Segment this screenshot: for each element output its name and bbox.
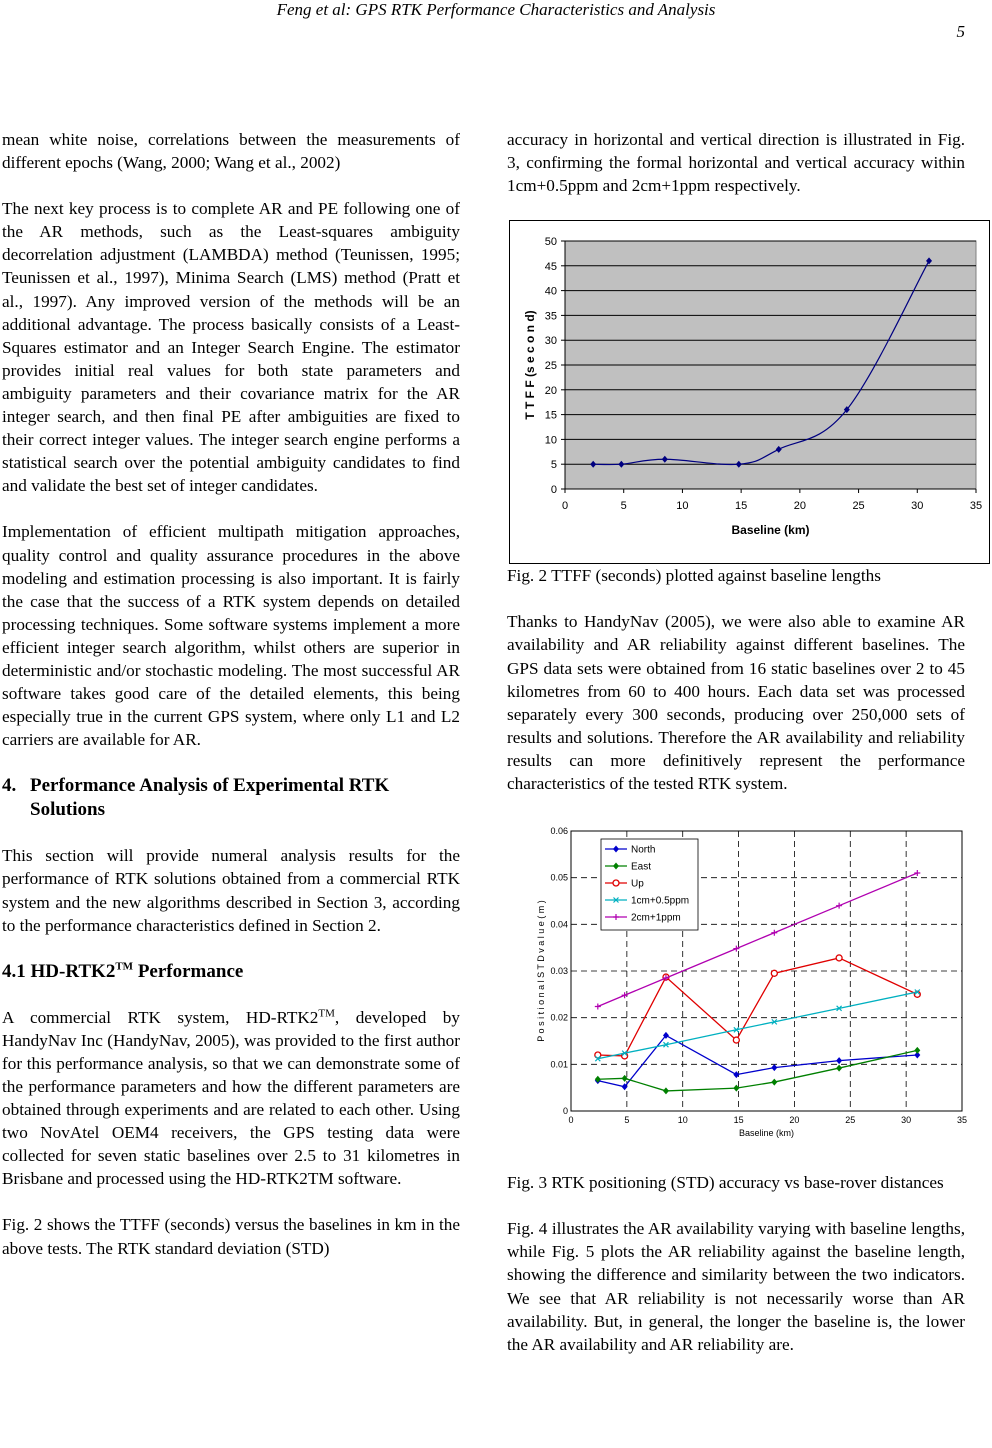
subsection-title-tail: Performance xyxy=(133,960,244,982)
y-axis-label: T T F F (s e c o n d) xyxy=(523,310,537,420)
y-tick-label: 0.04 xyxy=(550,919,568,930)
y-tick-label: 0.03 xyxy=(550,966,568,977)
paragraph: Thanks to HandyNav (2005), we were also able to examine AR availability and AR reliability against different baselines. The GPS data sets were obtained from 16 static baselines over 2 to 45 kilometres from 60 to 400 hours. Each data set was processed separately every 300 seconds, producing over 250,000 sets of results and solutions. Therefore the AR availability and reliability results can more definitively represent the performance characteristics of the tested RTK system. xyxy=(507,612,965,794)
figure-2-frame xyxy=(509,220,990,564)
paragraph: Fig. 2 shows the TTFF (seconds) versus the baselines in km in the above tests. The RTK standard deviation (STD) xyxy=(2,1215,460,1258)
section-heading xyxy=(2,774,460,822)
paragraph: accuracy in horizontal and vertical direction is illustrated in Fig. 3, confirming the formal horizontal and vertical accuracy within 1cm+0.5ppm and 2cm+1ppm respectively. xyxy=(507,130,965,196)
y-tick-label: 15 xyxy=(544,409,557,422)
subsection-title: 4.1 HD-RTK2 xyxy=(2,960,116,982)
x-tick-label: 30 xyxy=(901,1115,912,1126)
paragraph: Fig. 4 illustrates the AR availability varying with baseline lengths, while Fig. 5 plots the AR reliability against the baseline length, showing the difference and similarity between the two indicators. We see that AR reliability is not necessarily worse than AR availability. But, in general, the longer the baseline is, the lower the AR availability and AR reliability are. xyxy=(507,1219,965,1354)
y-tick-label: 25 xyxy=(544,360,557,373)
left-column xyxy=(2,128,460,1283)
y-tick-label: 45 xyxy=(544,261,557,274)
paragraph: Implementation of efficient multipath mitigation approaches, quality control and quality assurance procedures in the above modeling and estimation processing is also important. It is fairly the case that the success of a RTK system depends on detailed processing techniques. Some software systems implement a more efficient integer search algorithm, whilst others are superior in deterministic and/or stochastic modeling. The most successful AR software takes good care of the detailed elements, this being especially true in the current GPS system, where only L1 and L2 carriers are available for AR. xyxy=(2,522,460,750)
x-tick-label: 35 xyxy=(969,500,983,513)
data-point xyxy=(733,1037,739,1043)
section-title: Performance Analysis of Experimental RTK Solutions xyxy=(30,775,390,821)
data-point xyxy=(836,955,842,961)
y-tick-label: 0.05 xyxy=(550,872,568,883)
x-tick-label: 10 xyxy=(677,1115,688,1126)
paragraph: mean white noise, correlations between the measurements of different epochs (Wang, 2000; Wang et al., 2002) xyxy=(2,130,460,173)
legend-label: Up xyxy=(631,878,644,890)
x-tick-label: 10 xyxy=(676,500,689,513)
std-accuracy-chart xyxy=(507,821,967,1161)
figure-3-box xyxy=(507,821,965,1161)
figure-3-caption: Fig. 3 RTK positioning (STD) accuracy vs base-rover distances xyxy=(507,1173,944,1193)
data-point xyxy=(771,970,777,976)
x-tick-label: 0 xyxy=(568,1115,574,1126)
x-tick-label: 25 xyxy=(845,1115,856,1126)
x-axis-label: Baseline (km) xyxy=(738,1128,795,1139)
y-tick-label: 5 xyxy=(550,459,557,472)
y-tick-label: 30 xyxy=(544,335,557,348)
y-tick-label: 0 xyxy=(562,1106,568,1117)
y-tick-label: 40 xyxy=(544,285,557,298)
y-tick-label: 35 xyxy=(544,310,557,323)
paragraph: The next key process is to complete AR and PE following one of the AR methods, such as the Least-squares ambiguity decorrelation adjustment (LAMBDA) method (Teunissen, 1995; Teunissen et al., 1997), Minima Search (LMS) method (Pratt et al., 1997). Any improved version of the methods will be an additional advantage. The process basically consists of a Least-Squares estimator and an Integer Search Engine. The estimator provides initial real values for both state parameters and ambiguity parameters and their covariance matrix for the AR integer search, and then final PE after ambiguities are fixed to their correct integer values. The integer search engine performs a statistical search over the potential ambiguity candidates to find and validate the best set of integer candidates. xyxy=(2,199,460,496)
x-tick-label: 35 xyxy=(956,1115,967,1126)
right-column xyxy=(507,128,983,1379)
trademark-sup: TM xyxy=(115,960,134,973)
y-tick-label: 0.02 xyxy=(550,1012,568,1023)
x-tick-label: 20 xyxy=(789,1115,800,1126)
x-tick-label: 15 xyxy=(733,1115,744,1126)
x-tick-label: 15 xyxy=(735,500,748,513)
x-tick-label: 5 xyxy=(620,500,627,513)
legend-label: 1cm+0.5ppm xyxy=(631,895,690,907)
figure-2-caption: Fig. 2 TTFF (seconds) plotted against baseline lengths xyxy=(507,566,881,586)
x-tick-label: 20 xyxy=(793,500,806,513)
x-tick-label: 30 xyxy=(911,500,924,513)
y-tick-label: 20 xyxy=(544,385,557,398)
x-axis-label: Baseline (km) xyxy=(731,523,810,538)
legend-label: 2cm+1ppm xyxy=(631,912,681,924)
x-tick-label: 0 xyxy=(561,500,569,513)
paragraph: This section will provide numeral analysis results for the performance of RTK solutions obtained from a commercial RTK system and the new algorithms described in Section 3, according to the performance characteristics defined in Section 2. xyxy=(2,846,460,935)
legend-label: East xyxy=(631,861,652,873)
y-axis-label: P o s i t i o n a l S T D v a l u e ( m ) xyxy=(536,900,546,1042)
x-tick-label: 25 xyxy=(852,500,865,513)
y-tick-label: 10 xyxy=(544,434,557,447)
data-point xyxy=(613,880,619,886)
y-tick-label: 0.01 xyxy=(550,1059,568,1070)
y-tick-label: 50 xyxy=(544,236,557,249)
paragraph xyxy=(2,1006,460,1191)
running-head: Feng et al: GPS RTK Performance Characteristics and Analysis xyxy=(276,0,716,19)
legend-label: North xyxy=(631,844,656,856)
subsection-heading xyxy=(2,960,460,984)
y-tick-label: 0.06 xyxy=(550,826,568,837)
x-tick-label: 5 xyxy=(624,1115,630,1126)
paragraph-text: A commercial RTK system, HD-RTK2 xyxy=(2,1007,319,1027)
page-number: 5 xyxy=(956,22,965,41)
section-number: 4. xyxy=(2,775,17,797)
ttff-chart xyxy=(510,221,989,563)
y-tick-label: 0 xyxy=(550,484,557,497)
trademark-sup: TM xyxy=(318,1006,335,1019)
paragraph-text: , developed by HandyNav Inc (HandyNav, 2005), was provided to the first author for this performance analysis, so that we can demonstrate some of the performance parameters and how the different parameters are obtained through experiments and are related to each other. Using two NovAtel OEM4 receivers, the GPS testing data were collected for seven static baselines over 2.5 to 31 kilometres in Brisbane and processed using the HD-RTK2TM software. xyxy=(2,1007,460,1189)
